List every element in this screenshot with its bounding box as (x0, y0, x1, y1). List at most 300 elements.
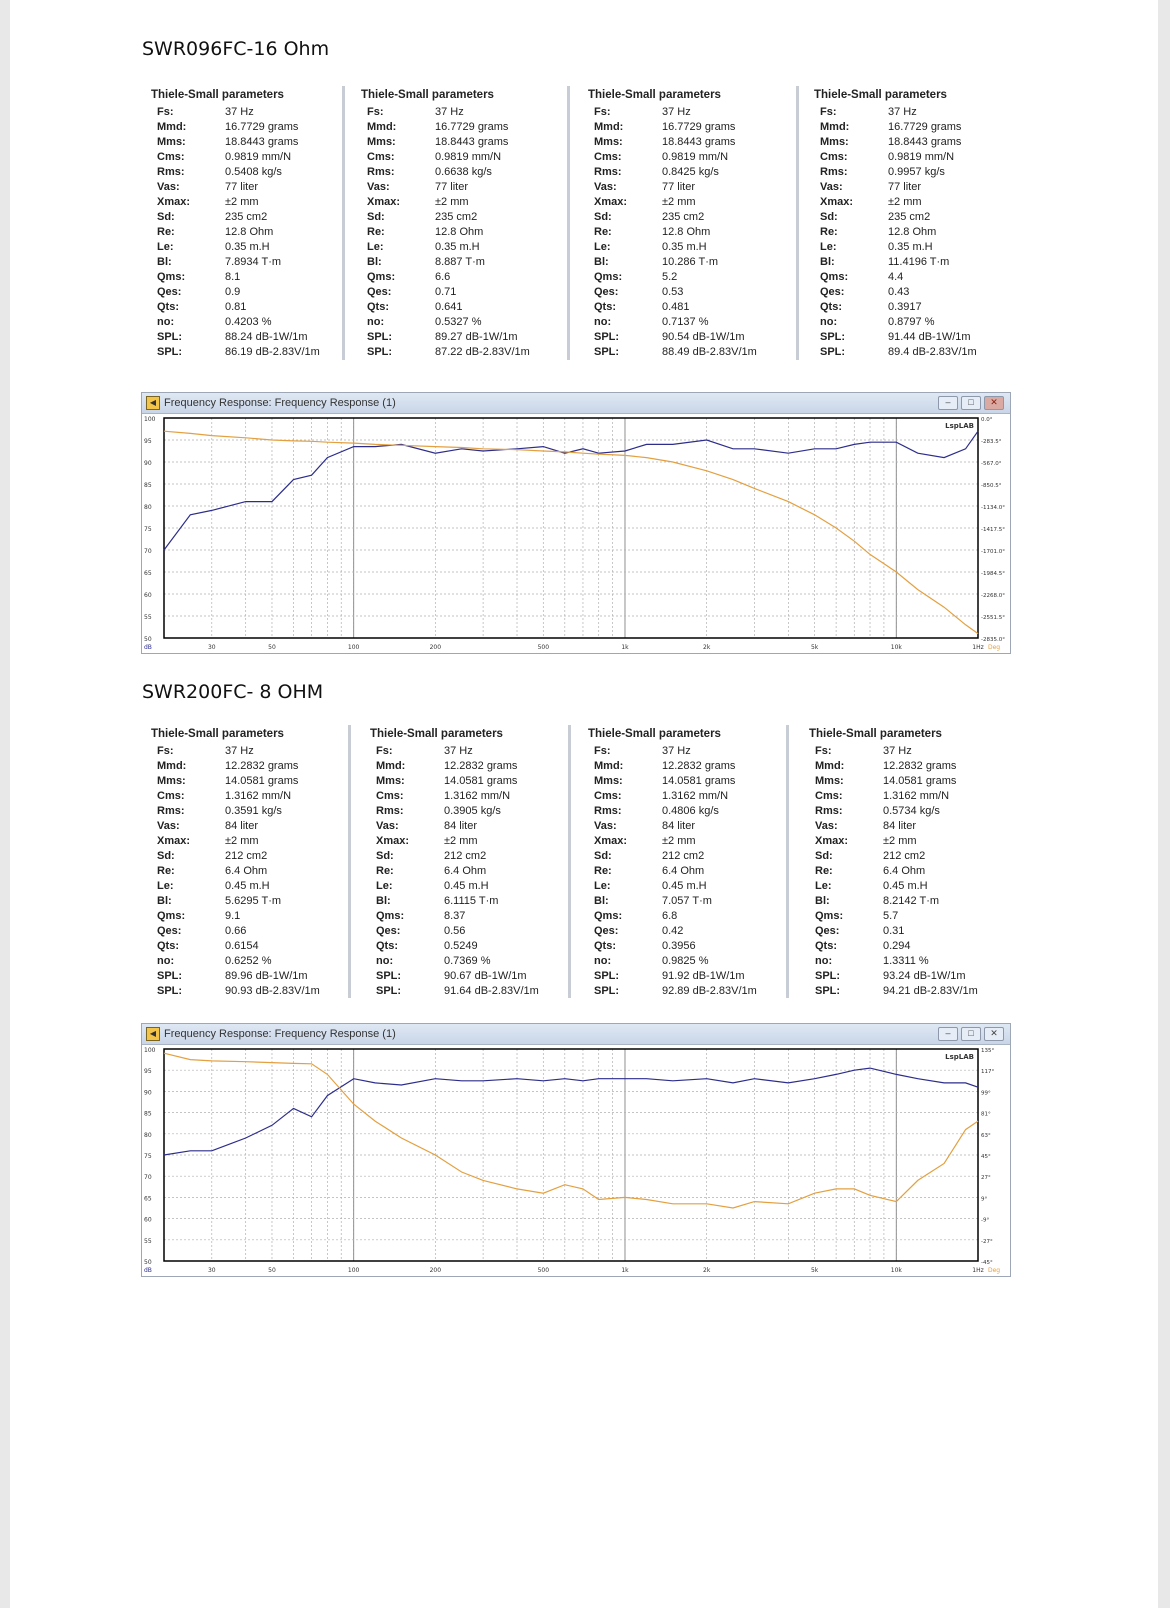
ts-param-row (582, 300, 777, 315)
ts-param-row (355, 330, 550, 345)
ts-param-row (145, 909, 340, 924)
ts-param-value: 14.0581 grams (662, 775, 736, 787)
ts-param-row (145, 285, 340, 300)
ts-param-value: 16.7729 grams (662, 121, 736, 133)
ts-param-row (582, 225, 777, 240)
ts-param-value: 12.8 Ohm (435, 226, 484, 238)
ts-param-row (364, 924, 559, 939)
ts-param-label: Bl: (594, 895, 609, 907)
y-tick-label: 100 (144, 416, 156, 423)
y-tick-label: 80 (144, 1131, 152, 1139)
ts-param-row (145, 834, 340, 849)
y-tick-label: 70 (144, 548, 152, 555)
maximize-button[interactable]: □ (961, 1027, 981, 1041)
ts-param-row (364, 909, 559, 924)
ts-param-row (145, 315, 340, 330)
ts-param-value: 0.5408 kg/s (225, 166, 282, 178)
ts-param-row (145, 225, 340, 240)
brand-label: LspLAB (945, 422, 974, 430)
section-title: SWR200FC- 8 OHM (142, 681, 324, 703)
ts-param-value: 16.7729 grams (435, 121, 509, 133)
ts-param-label: SPL: (594, 970, 620, 982)
ts-param-value: 0.31 (883, 925, 905, 937)
ts-param-value: 0.7369 % (444, 955, 491, 967)
ts-param-value: 0.6154 (225, 940, 259, 952)
ts-param-value: 18.8443 grams (225, 136, 299, 148)
ts-param-label: Bl: (157, 256, 172, 268)
ts-param-value: 37 Hz (435, 106, 464, 118)
ts-param-label: Xmax: (820, 196, 854, 208)
ts-param-value: 0.45 m.H (662, 880, 707, 892)
x-tick-label: 500 (537, 644, 550, 651)
ts-param-label: Qms: (594, 910, 623, 922)
ts-param-label: Bl: (820, 256, 835, 268)
ts-param-value: 0.481 (662, 301, 690, 313)
y-tick-label: 60 (144, 592, 152, 599)
ts-param-label: SPL: (157, 331, 183, 343)
ts-param-value: 0.45 m.H (225, 880, 270, 892)
ts-param-row (145, 165, 340, 180)
ts-param-row (145, 819, 340, 834)
frequency-response-chart (142, 414, 1008, 652)
ts-param-label: Sd: (594, 850, 612, 862)
ts-param-value: 0.45 m.H (883, 880, 928, 892)
ts-param-label: SPL: (367, 346, 393, 358)
ts-param-value: 0.6638 kg/s (435, 166, 492, 178)
ts-param-value: 37 Hz (883, 745, 912, 757)
x-tick-label: 10k (890, 1267, 902, 1274)
ts-param-value: 0.6252 % (225, 955, 272, 967)
ts-param-label: Vas: (157, 181, 180, 193)
ts-param-label: Vas: (820, 181, 843, 193)
ts-param-row (145, 120, 340, 135)
ts-param-row (145, 954, 340, 969)
plot-frame (164, 1049, 978, 1261)
window-controls (938, 396, 1004, 410)
graph-title-bar (142, 393, 1010, 414)
ts-param-value: 0.9819 mm/N (225, 151, 292, 163)
ts-param-label: Le: (367, 241, 384, 253)
phase-tick-label: -9° (981, 1217, 990, 1224)
ts-param-label: no: (157, 955, 175, 967)
phase-tick-label: 63° (981, 1132, 991, 1139)
ts-param-label: Xmax: (376, 835, 410, 847)
ts-param-label: SPL: (367, 331, 393, 343)
ts-param-value: 12.2832 grams (883, 760, 957, 772)
phase-tick-label: -45° (981, 1260, 993, 1266)
ts-param-row (145, 939, 340, 954)
ts-param-row (355, 165, 550, 180)
ts-param-label: Mmd: (376, 760, 406, 772)
ts-param-row (145, 135, 340, 150)
ts-param-row (582, 909, 777, 924)
ts-param-row (582, 195, 777, 210)
ts-param-row (582, 834, 777, 849)
ts-param-label: SPL: (157, 346, 183, 358)
ts-param-label: Fs: (157, 106, 174, 118)
ts-param-row (808, 225, 1003, 240)
ts-param-value: 0.35 m.H (435, 241, 480, 253)
ts-param-label: Xmax: (367, 196, 401, 208)
ts-param-label: Bl: (367, 256, 382, 268)
ts-param-label: Mmd: (820, 121, 850, 133)
ts-param-row (582, 849, 777, 864)
ts-table-header: Thiele-Small parameters (361, 89, 494, 101)
ts-param-row (803, 939, 998, 954)
ts-param-row (582, 969, 777, 984)
table-separator (568, 725, 571, 998)
x-tick-label: 10k (890, 644, 902, 651)
ts-param-value: 93.24 dB-1W/1m (883, 970, 966, 982)
ts-param-value: 6.8 (662, 910, 678, 922)
x-tick-label: 5k (810, 644, 819, 651)
ts-param-value: 1.3162 mm/N (444, 790, 511, 802)
ts-param-label: Mmd: (815, 760, 845, 772)
ts-param-row (808, 150, 1003, 165)
ts-param-value: 1.3162 mm/N (225, 790, 292, 802)
ts-param-label: Qts: (157, 940, 179, 952)
ts-param-value: 11.4196 T·m (888, 256, 950, 268)
ts-param-row (582, 819, 777, 834)
ts-param-row (364, 954, 559, 969)
ts-param-value: 0.9 (225, 286, 241, 298)
phase-tick-label: 117° (981, 1069, 995, 1076)
ts-param-row (582, 135, 777, 150)
ts-param-value: 4.4 (888, 271, 904, 283)
y-tick-label: 50 (144, 636, 152, 643)
ts-param-label: SPL: (815, 970, 841, 982)
ts-param-row (355, 255, 550, 270)
ts-param-label: Qms: (594, 271, 623, 283)
ts-param-row (145, 894, 340, 909)
ts-param-value: 5.2 (662, 271, 678, 283)
ts-param-value: 6.4 Ohm (444, 865, 487, 877)
ts-param-value: 10.286 T·m (662, 256, 719, 268)
ts-param-label: Sd: (376, 850, 394, 862)
ts-param-value: 89.4 dB-2.83V/1m (888, 346, 977, 358)
ts-param-value: 86.19 dB-2.83V/1m (225, 346, 320, 358)
ts-param-row (803, 909, 998, 924)
ts-param-label: Cms: (367, 151, 395, 163)
ts-param-label: Mms: (815, 775, 844, 787)
ts-param-value: 0.56 (444, 925, 466, 937)
ts-param-row (803, 894, 998, 909)
ts-param-row (803, 744, 998, 759)
ts-param-label: Mmd: (157, 121, 187, 133)
ts-param-row (808, 165, 1003, 180)
close-button[interactable]: ✕ (984, 396, 1004, 410)
ts-param-row (364, 984, 559, 999)
y-tick-label: 100 (144, 1047, 156, 1054)
ts-param-value: 235 cm2 (225, 211, 268, 223)
ts-param-label: Bl: (815, 895, 830, 907)
ts-param-value: ±2 mm (435, 196, 469, 208)
y-tick-label: 75 (144, 526, 152, 533)
ts-param-row (364, 834, 559, 849)
ts-param-value: 12.8 Ohm (888, 226, 937, 238)
ts-table (364, 725, 559, 999)
ts-param-row (808, 105, 1003, 120)
ts-param-row (355, 300, 550, 315)
ts-param-value: 5.7 (883, 910, 899, 922)
ts-param-row (145, 330, 340, 345)
ts-param-row (145, 210, 340, 225)
ts-param-label: Qms: (157, 271, 186, 283)
series-line (164, 431, 978, 633)
ts-param-value: 0.8425 kg/s (662, 166, 719, 178)
ts-param-row (145, 969, 340, 984)
series-line (164, 1068, 978, 1155)
ts-param-value: 37 Hz (662, 106, 691, 118)
y-unit-label: dB (144, 1267, 152, 1274)
ts-param-label: SPL: (594, 346, 620, 358)
ts-param-label: Le: (594, 241, 611, 253)
window-controls (938, 1027, 1004, 1041)
x-tick-label: 1Hz (972, 1267, 984, 1274)
ts-param-value: 0.3905 kg/s (444, 805, 501, 817)
ts-param-label: Cms: (594, 151, 622, 163)
ts-param-label: Re: (815, 865, 833, 877)
x-tick-label: 100 (347, 1267, 360, 1274)
minimize-button[interactable]: – (938, 1027, 958, 1041)
ts-param-row (364, 789, 559, 804)
ts-param-row (803, 819, 998, 834)
ts-param-row (145, 759, 340, 774)
ts-param-value: 0.71 (435, 286, 457, 298)
ts-param-value: 18.8443 grams (662, 136, 736, 148)
phase-tick-label: 27° (981, 1175, 991, 1182)
ts-param-value: 6.4 Ohm (883, 865, 926, 877)
ts-param-row (803, 834, 998, 849)
x-tick-label: 50 (268, 644, 276, 651)
ts-param-label: no: (376, 955, 394, 967)
ts-param-value: 37 Hz (225, 106, 254, 118)
y-tick-label: 55 (144, 614, 152, 621)
ts-param-label: no: (594, 955, 612, 967)
ts-param-value: 0.5327 % (435, 316, 482, 328)
ts-param-label: Cms: (157, 790, 185, 802)
ts-param-label: Qts: (815, 940, 837, 952)
ts-param-value: 0.53 (662, 286, 684, 298)
ts-param-value: 14.0581 grams (444, 775, 518, 787)
phase-tick-label: -567.0° (981, 461, 1002, 467)
ts-param-label: Fs: (815, 745, 832, 757)
ts-param-value: 0.9825 % (662, 955, 709, 967)
ts-param-row (364, 774, 559, 789)
ts-param-row (145, 180, 340, 195)
ts-table (145, 725, 340, 999)
ts-param-row (355, 345, 550, 360)
ts-param-row (355, 150, 550, 165)
ts-param-label: SPL: (376, 985, 402, 997)
y-tick-label: 50 (144, 1259, 152, 1266)
document-page (10, 0, 1158, 1608)
ts-param-label: Qes: (157, 286, 182, 298)
ts-param-value: 1.3311 % (883, 955, 929, 967)
ts-param-row (145, 150, 340, 165)
ts-param-row (364, 744, 559, 759)
phase-tick-label: 99° (981, 1090, 991, 1097)
ts-param-label: Rms: (157, 166, 185, 178)
ts-param-row (582, 774, 777, 789)
ts-param-value: 0.294 (883, 940, 911, 952)
ts-param-value: 6.4 Ohm (225, 865, 268, 877)
ts-param-label: Cms: (157, 151, 185, 163)
ts-param-row (582, 954, 777, 969)
ts-param-value: 0.4806 kg/s (662, 805, 719, 817)
ts-param-value: 0.3956 (662, 940, 696, 952)
phase-tick-label: -2268.0° (981, 593, 1005, 599)
ts-param-value: 84 liter (662, 820, 696, 832)
ts-param-label: Cms: (594, 790, 622, 802)
ts-param-value: 90.54 dB-1W/1m (662, 331, 745, 343)
ts-param-value: 6.4 Ohm (662, 865, 705, 877)
ts-param-row (355, 315, 550, 330)
ts-param-row (145, 849, 340, 864)
ts-param-label: Qms: (820, 271, 849, 283)
ts-param-value: 0.9819 mm/N (435, 151, 502, 163)
ts-param-label: Vas: (376, 820, 399, 832)
ts-param-label: Vas: (367, 181, 390, 193)
ts-param-row (803, 954, 998, 969)
ts-param-value: 77 liter (435, 181, 469, 193)
ts-param-row (582, 240, 777, 255)
x-tick-label: 2k (703, 1267, 711, 1274)
ts-param-row (355, 120, 550, 135)
ts-param-label: Bl: (594, 256, 609, 268)
ts-param-row (582, 789, 777, 804)
ts-param-label: Xmax: (815, 835, 849, 847)
ts-param-value: 88.24 dB-1W/1m (225, 331, 308, 343)
ts-table (808, 86, 1003, 360)
ts-param-row (145, 195, 340, 210)
ts-param-value: 77 liter (662, 181, 696, 193)
maximize-button[interactable]: □ (961, 396, 981, 410)
ts-param-label: Fs: (594, 106, 611, 118)
ts-param-value: 0.45 m.H (444, 880, 489, 892)
phase-tick-label: -1417.5° (981, 527, 1005, 533)
ts-param-row (145, 789, 340, 804)
ts-param-value: 8.887 T·m (435, 256, 485, 268)
ts-param-value: 77 liter (888, 181, 922, 193)
ts-param-row (803, 924, 998, 939)
ts-param-label: Sd: (594, 211, 612, 223)
ts-param-label: Qms: (815, 910, 844, 922)
section-title: SWR096FC-16 Ohm (142, 38, 330, 60)
ts-param-label: Mmd: (594, 760, 624, 772)
ts-param-value: 1.3162 mm/N (883, 790, 950, 802)
ts-table (145, 86, 340, 360)
ts-param-label: Qts: (157, 301, 179, 313)
table-separator (796, 86, 799, 360)
y-tick-label: 80 (144, 504, 152, 511)
ts-param-label: Xmax: (594, 196, 628, 208)
ts-param-value: 37 Hz (444, 745, 473, 757)
ts-param-label: Cms: (376, 790, 404, 802)
ts-param-value: 235 cm2 (662, 211, 705, 223)
ts-param-label: Vas: (157, 820, 180, 832)
y-tick-label: 85 (144, 482, 152, 489)
y-tick-label: 60 (144, 1216, 152, 1224)
ts-param-value: 0.35 m.H (225, 241, 270, 253)
ts-param-label: Mms: (157, 775, 186, 787)
ts-param-row (355, 240, 550, 255)
ts-param-value: 212 cm2 (444, 850, 487, 862)
ts-param-label: Sd: (157, 211, 175, 223)
ts-param-label: Bl: (376, 895, 391, 907)
ts-param-label: Le: (157, 241, 174, 253)
ts-param-label: no: (594, 316, 612, 328)
phase-tick-label: -1134.0° (981, 505, 1005, 511)
ts-param-row (803, 804, 998, 819)
speaker-icon: ◀ (146, 1027, 160, 1041)
ts-param-row (582, 105, 777, 120)
ts-param-value: 77 liter (225, 181, 259, 193)
ts-param-value: 0.5734 kg/s (883, 805, 940, 817)
ts-param-label: Qes: (594, 286, 619, 298)
y-tick-label: 75 (144, 1153, 152, 1160)
ts-param-value: 0.7137 % (662, 316, 709, 328)
ts-param-value: 90.93 dB-2.83V/1m (225, 985, 320, 997)
ts-table-header: Thiele-Small parameters (370, 728, 503, 740)
phase-tick-label: 45° (981, 1154, 991, 1160)
close-button[interactable]: ✕ (984, 1027, 1004, 1041)
ts-param-value: ±2 mm (444, 835, 478, 847)
ts-param-row (582, 984, 777, 999)
ts-param-label: SPL: (815, 985, 841, 997)
ts-param-label: Xmax: (157, 835, 191, 847)
ts-param-label: no: (820, 316, 838, 328)
ts-table-header: Thiele-Small parameters (809, 728, 942, 740)
ts-param-row (582, 924, 777, 939)
ts-param-label: Sd: (815, 850, 833, 862)
ts-param-value: 91.44 dB-1W/1m (888, 331, 971, 343)
ts-param-row (355, 180, 550, 195)
ts-param-value: 0.35 m.H (662, 241, 707, 253)
graph-title-bar (142, 1024, 1010, 1045)
x-tick-label: 2k (703, 644, 711, 651)
minimize-button[interactable]: – (938, 396, 958, 410)
ts-param-row (808, 285, 1003, 300)
ts-param-row (582, 270, 777, 285)
x-tick-label: 1k (621, 644, 629, 651)
ts-param-label: SPL: (376, 970, 402, 982)
ts-param-row (355, 195, 550, 210)
ts-param-row (582, 315, 777, 330)
ts-param-row (582, 864, 777, 879)
ts-param-label: Rms: (157, 805, 185, 817)
ts-param-row (355, 270, 550, 285)
ts-param-value: 6.6 (435, 271, 451, 283)
ts-param-label: Le: (594, 880, 611, 892)
ts-param-label: Vas: (815, 820, 838, 832)
ts-param-label: Fs: (820, 106, 837, 118)
ts-param-row (145, 804, 340, 819)
ts-param-row (145, 924, 340, 939)
ts-param-row (808, 240, 1003, 255)
ts-param-label: Le: (820, 241, 837, 253)
frequency-response-chart (142, 1045, 1008, 1275)
y-tick-label: 65 (144, 570, 152, 577)
ts-param-label: Mmd: (157, 760, 187, 772)
ts-param-value: 7.057 T·m (662, 895, 712, 907)
phase-tick-label: 81° (981, 1111, 991, 1118)
ts-param-label: Re: (376, 865, 394, 877)
ts-param-value: 14.0581 grams (883, 775, 957, 787)
ts-param-label: Qes: (157, 925, 182, 937)
ts-param-value: 0.9819 mm/N (888, 151, 955, 163)
phase-tick-label: -2835.0° (981, 637, 1005, 643)
